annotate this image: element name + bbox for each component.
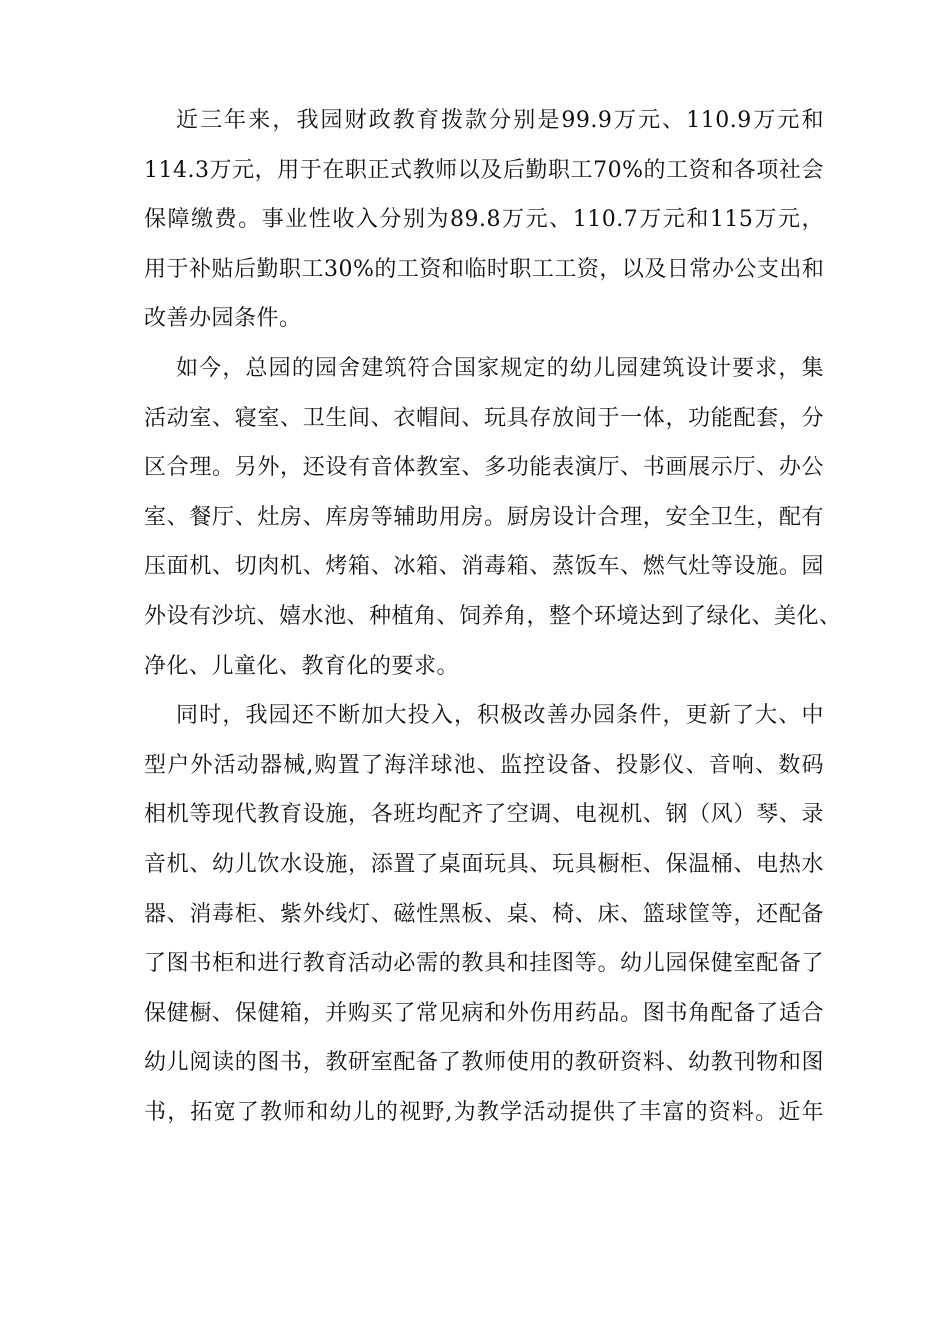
text-line: 保障缴费。事业性收入分别为89.8万元、110.7万元和115万元， [144,207,824,233]
paragraph-funding [144,96,824,344]
text-line: 相机等现代教育设施，各班均配齐了空调、电视机、钢（风）琴、录 [144,802,824,828]
paragraph-equipment [144,691,824,1137]
text-line: 改善办园条件。 [144,306,302,332]
text-line: 区合理。另外，还设有音体教室、多功能表演厅、书画展示厅、办公 [144,455,824,481]
text-line: 书，拓宽了教师和幼儿的视野,为教学活动提供了丰富的资料。近年 [144,1099,824,1125]
text-line: 室、餐厅、灶房、库房等辅助用房。厨房设计合理，安全卫生，配有 [144,504,824,530]
text-line: 音机、幼儿饮水设施，添置了桌面玩具、玩具橱柜、保温桶、电热水 [144,851,824,877]
text-line: 外设有沙坑、嬉水池、种植角、饲养角，整个环境达到了绿化、美化、 [144,603,842,629]
text-line: 同时，我园还不断加大投入，积极改善办园条件，更新了大、中 [176,703,824,729]
text-line: 型户外活动器械,购置了海洋球池、监控设备、投影仪、音响、数码 [144,752,824,778]
text-line: 114.3万元，用于在职正式教师以及后勤职工70%的工资和各项社会 [144,157,824,183]
text-line: 压面机、切肉机、烤箱、冰箱、消毒箱、蒸饭车、燃气灶等设施。园 [144,554,824,580]
text-line: 净化、儿童化、教育化的要求。 [144,653,460,679]
text-line: 用于补贴后勤职工30%的工资和临时职工工资，以及日常办公支出和 [144,256,825,282]
text-line: 近三年来，我园财政教育拨款分别是99.9万元、110.9万元和 [176,108,824,133]
paragraph-facilities [144,344,842,691]
text-line: 了图书柜和进行教育活动必需的教具和挂图等。幼儿园保健室配备了 [144,951,824,977]
text-line: 器、消毒柜、紫外线灯、磁性黑板、桌、椅、床、篮球筐等，还配备 [144,901,824,927]
body-text [144,96,842,1137]
text-line: 如今，总园的园舍建筑符合国家规定的幼儿园建筑设计要求，集 [176,355,824,381]
text-line: 幼儿阅读的图书，教研室配备了教师使用的教研资料、幼教刊物和图 [144,1050,824,1076]
text-line: 活动室、寝室、卫生间、衣帽间、玩具存放间于一体，功能配套，分 [144,405,824,431]
text-line: 保健橱、保健箱，并购买了常见病和外伤用药品。图书角配备了适合 [144,1000,824,1026]
